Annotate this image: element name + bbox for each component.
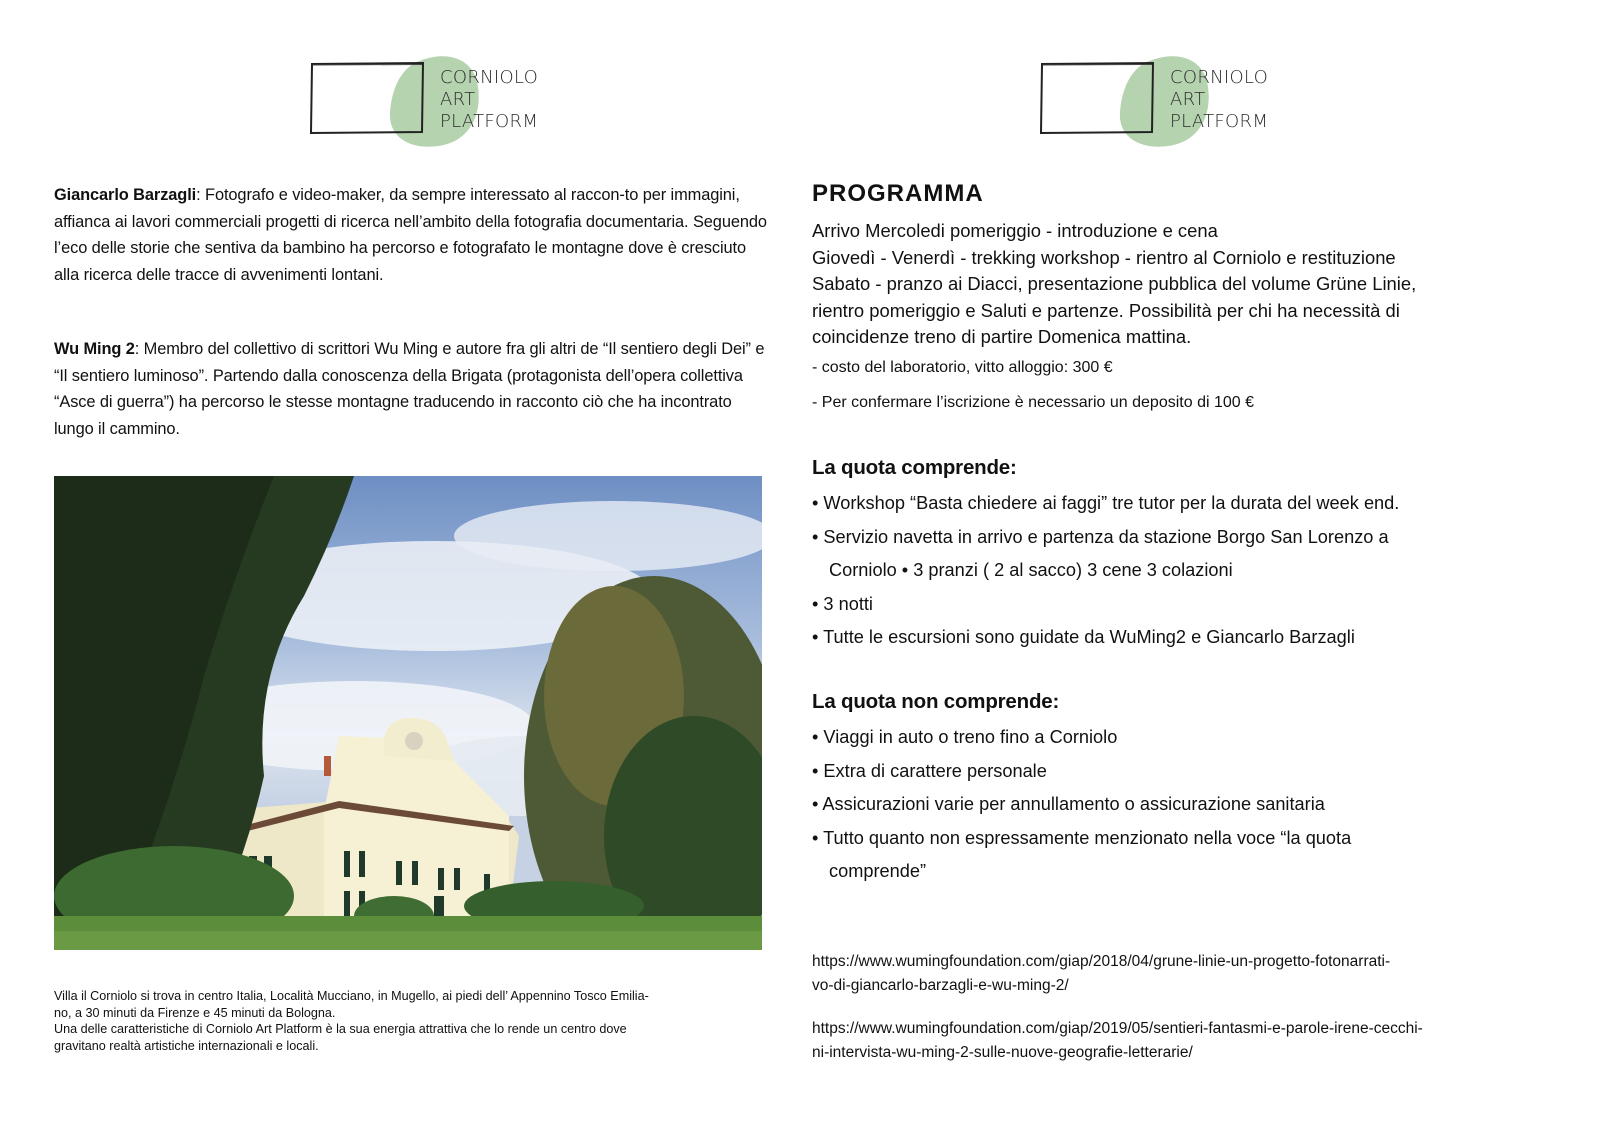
bio-name: Giancarlo Barzagli [54,186,197,204]
villa-photo-illustration [54,476,762,950]
list-item: • Tutto quanto non espressamente menzionato nella voce “la quota [812,827,1352,848]
link-line[interactable]: ni-intervista-wu-ming-2-sulle-nuove-geografie-letterarie/ [812,1044,1193,1061]
list-item: • 3 notti [812,593,873,614]
program-schedule [812,218,1532,351]
caption-line: gravitano realtà artistiche internazionali e locali. [54,1038,319,1053]
corniolo-logo-right [1040,52,1280,152]
link-line[interactable]: https://www.wumingfoundation.com/giap/2019/05/sentieri-fantasmi-e-parole-irene-cecchi- [812,1020,1423,1037]
included-list [812,487,1532,655]
list-item: comprende” [829,861,927,881]
villa-photo [54,476,762,950]
bio-name: Wu Ming 2 [54,340,135,358]
link-grune-linie[interactable] [812,950,1532,998]
link-line[interactable]: https://www.wumingfoundation.com/giap/2018/04/grune-linie-un-progetto-fotonarrati- [812,953,1391,970]
list-item: • Servizio navetta in arrivo e partenza da stazione Borgo San Lorenzo a [812,526,1389,547]
logo-line-3: PLATFORM [1170,111,1269,132]
logo-line-1: CORNIOLO [440,67,539,88]
bio-text: : Membro del collettivo di scrittori Wu Ming e autore fra gli altri de “Il sentiero degli Dei” e “Il sentiero luminoso”. Partendo dalla conoscenza della Brigata (protagonista dell’opera collettiva “Asce di guerra”) ha percorso le stesse montagne traducendo in racconto ciò che ha incontrato lungo il cammino. [54,340,765,438]
list-item: • Tutte le escursioni sono guidate da WuMing2 e Giancarlo Barzagli [812,627,1355,647]
list-item: • Extra di carattere personale [812,760,1047,781]
program-line: rientro pomeriggio e Saluti e partenze. Possibilità per chi ha necessità di [812,299,1400,321]
program-line: Sabato - pranzo ai Diacci, presentazione pubblica del volume Grüne Linie, [812,273,1417,294]
link-sentieri-fantasmi[interactable] [812,1017,1532,1065]
bio-giancarlo-barzagli [54,182,769,288]
caption-line: Villa il Corniolo si trova in centro Italia, Località Mucciano, in Mugello, ai piedi dell’ Appennino Tosco Emilia- [54,989,649,1003]
cost-workshop: - costo del laboratorio, vitto alloggio: 300 € [812,359,1113,376]
logo-line-2: ART [440,89,476,110]
list-item: • Workshop “Basta chiedere ai faggi” tre tutor per la durata del week end. [812,493,1400,513]
caption-line: Una delle caratteristiche di Corniolo Art Platform è la sua energia attrattiva che lo rende un centro dove [54,1022,627,1036]
caption-line: no, a 30 minuti da Firenze e 45 minuti da Bologna. [54,1005,336,1020]
program-line: Arrivo Mercoledi pomeriggio - introduzione e cena [812,220,1218,241]
logo-line-3: PLATFORM [440,111,539,132]
villa-caption [54,988,774,1054]
list-item: • Assicurazioni varie per annullamento o assicurazione sanitaria [812,794,1325,814]
list-item: • Viaggi in auto o treno fino a Corniolo [812,727,1118,747]
excluded-title: La quota non comprende: [812,690,1060,713]
logo-line-2: ART [1170,89,1206,110]
bio-text: : Fotografo e video-maker, da sempre interessato al raccon-to per immagini, affianca ai lavori commerciali progetti di ricerca nell’ambito della fotografia documentaria. Seguendo l’eco delle storie che sentiva da bambino ha percorso e fotografato le montagne dove è cresciuto alla ricerca delle tracce di avvenimenti lontani. [54,186,767,284]
logo-line-1: CORNIOLO [1170,67,1269,88]
corniolo-logo-left [310,52,550,152]
included-title: La quota comprende: [812,456,1017,479]
program-line: coincidenze treno di partire Domenica mattina. [812,326,1192,347]
list-item: Corniolo • 3 pranzi ( 2 al sacco) 3 cene 3 colazioni [829,560,1233,580]
cost-deposit: - Per confermare l’iscrizione è necessario un deposito di 100 € [812,394,1255,411]
bio-wu-ming-2 [54,336,769,442]
link-line[interactable]: vo-di-giancarlo-barzagli-e-wu-ming-2/ [812,977,1069,994]
program-title: PROGRAMMA [812,180,984,207]
excluded-list [812,721,1532,889]
program-line: Giovedì - Venerdì - trekking workshop - rientro al Corniolo e restituzione [812,246,1396,268]
